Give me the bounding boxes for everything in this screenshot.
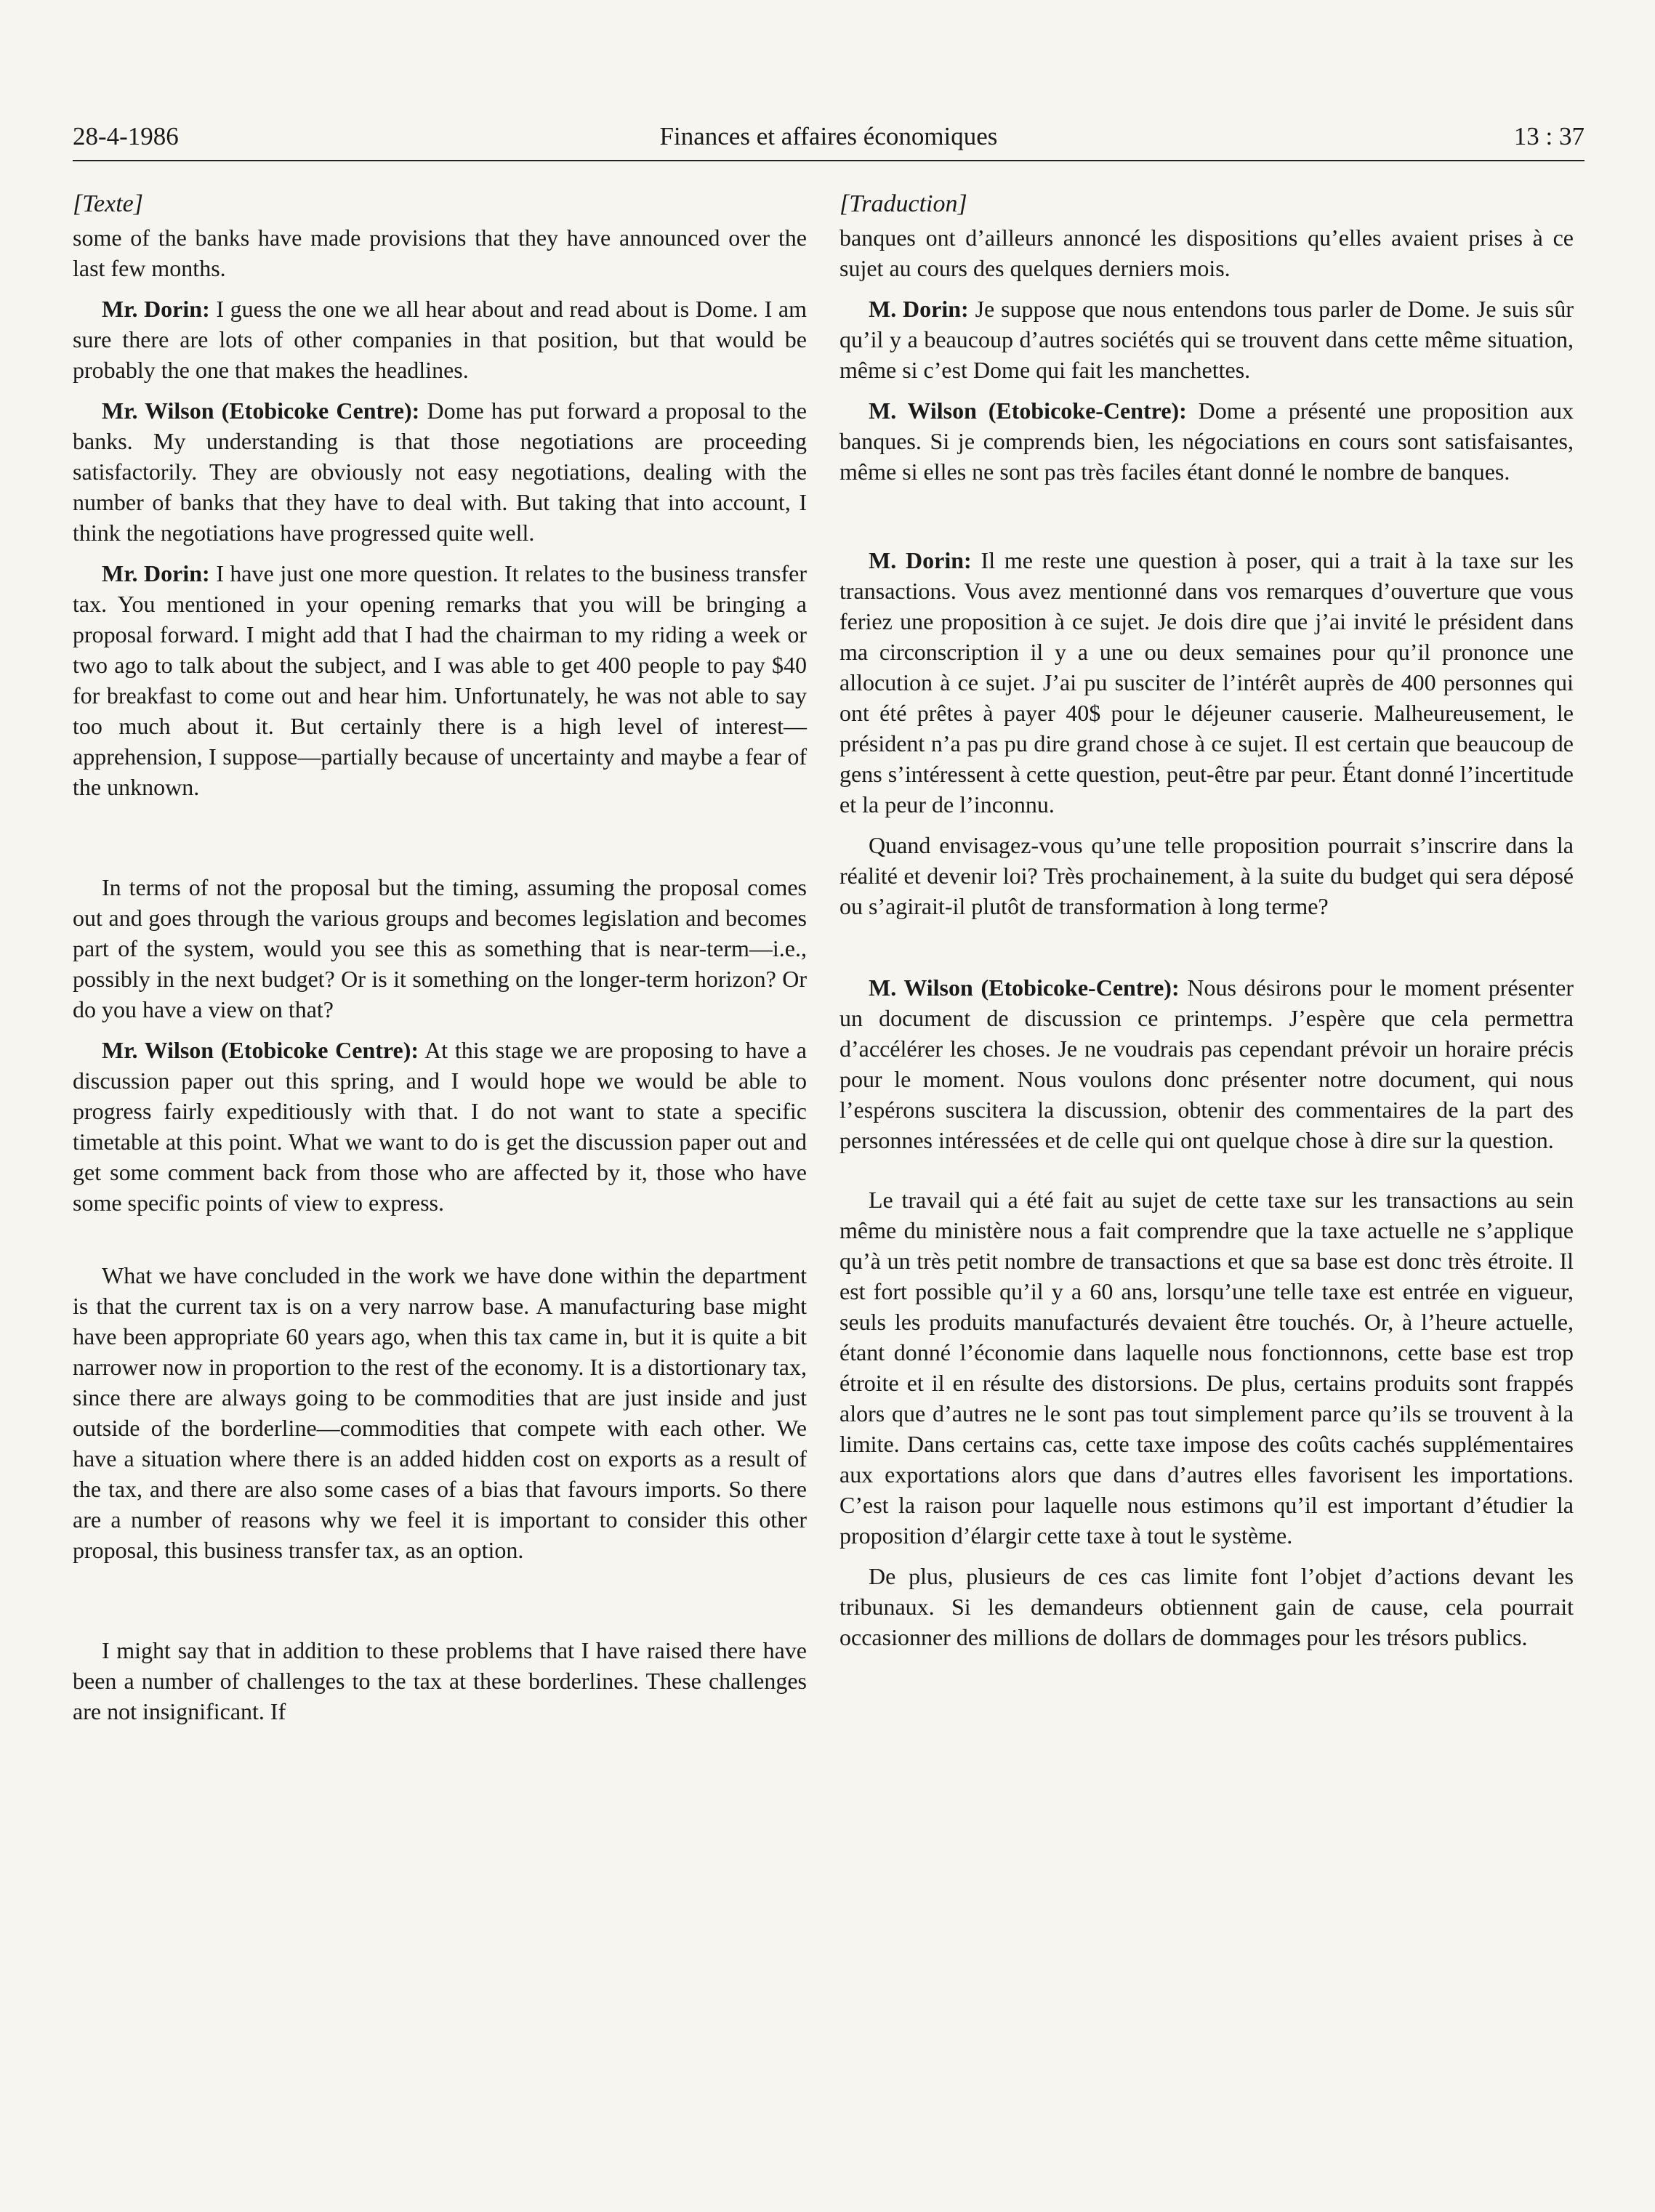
paragraph-timing-question: In terms of not the proposal but the timing, assuming the proposal comes out and goes through the various groups and becomes legislation and becomes part of the system, would you see this as something that is near-term—i.e., possibly in the next budget? Or is it something on the longer-term horizon? Or do you have a view on that? (73, 874, 807, 1022)
speech-text: Nous désirons pour le moment présenter un document de discussion ce printemps. J’espère que cela permettra d’accélérer les choses. Je ne voudrais pas cependant prévoir un horaire précis pour le moment. Nous voulons donc présenter notre document, qui nous l’espérons suscitera la discussion, obtenir des commentaires de la part des personnes intéressées et de celle qui ont quelque chose à dire sur la question. (839, 974, 1574, 1153)
paragraph-dorin-2 (839, 545, 1574, 820)
speaker-name: Mr. Dorin: (102, 560, 210, 586)
speaker-name: M. Wilson (Etobicoke-Centre): (869, 397, 1187, 424)
speech-text: I guess the one we all hear about and read about is Dome. I am sure there are lots of other companies in that position, but that would be probably the one that makes the headlines. (73, 296, 808, 383)
speaker-name: M. Dorin: (869, 547, 972, 573)
paragraph-continuation: banques ont d’ailleurs annoncé les dispositions qu’elles avaient prises à ce sujet au cours des quelques derniers mois. (839, 225, 1574, 281)
french-column (839, 189, 1574, 1663)
speech-text: At this stage we are proposing to have a discussion paper out this spring, and I would hope we would be able to progress fairly expeditiously with that. I do not want to state a specific timetable at this point. What we want to do is get the discussion paper out and get some comment back from those who are affected by it, those who have some specific points of view to express. (73, 1037, 808, 1216)
paragraph-challenges: De plus, plusieurs de ces cas limite font l’objet d’actions devant les tribunaux. Si les demandeurs obtiennent gain de cause, cela pourrait occasionner des millions de dollars de dommages pour les trésors publics. (839, 1563, 1574, 1650)
speech-text: Il me reste une question à poser, qui a trait à la taxe sur les transactions. Vous avez mentionné dans vos remarques d’ouverture que vous feriez une proposition à ce sujet. Je dois dire que j’ai invité le président dans ma circonscription il y a une ou deux semaines pour qu’il prononce une allocution à ce sujet. J’ai pu susciter de l’intérêt auprès de 400 personnes qui ont été prêtes à payer 40$ pour le déjeuner causerie. Malheureusement, le président n’a pas pu dire grand chose à ce sujet. Il est certain que beaucoup de gens s’intéressent à cette question, peut-être par peur. Étant donné l’incertitude et la peur de l’inconnu. (839, 547, 1574, 818)
speaker-name: Mr. Dorin: (102, 296, 210, 322)
paragraph-challenges: I might say that in addition to these problems that I have raised there have been a number of challenges to the tax at these borderlines. These challenges are not insignificant. If (73, 1637, 807, 1724)
speech-text: Dome has put forward a proposal to the banks. My understanding is that those negotiations are proceeding satisfactorily. They are obviously not easy negotiations, dealing with the number of banks that they have to deal with. But taking that into account, I think the negotiations have progressed quite well. (73, 397, 808, 546)
paragraph-dorin-1 (73, 294, 807, 385)
speaker-name: M. Wilson (Etobicoke-Centre): (869, 974, 1180, 1001)
speech-text: I have just one more question. It relates to the business transfer tax. You mentioned in your opening remarks that you will be bringing a proposal forward. I might add that I had the chairman to my riding a week or two ago to talk about the subject, and I was able to get 400 people to pay $40 for breakfast to come out and hear him. Unfortunately, he was not able to say too much about it. But certainly there is a high level of interest—apprehension, I suppose—partially because of uncertainty and maybe a fear of the unknown. (73, 560, 808, 800)
english-column (73, 189, 807, 1737)
speaker-name: Mr. Wilson (Etobicoke Centre): (102, 397, 420, 424)
running-header (73, 116, 1584, 161)
paragraph-dorin-2 (73, 558, 807, 802)
paragraph-wilson-2 (839, 972, 1574, 1155)
speech-text: Dome a présenté une proposition aux banques. Si je comprends bien, les négociations en cours sont satisfaisantes, même si elles ne sont pas très faciles étant donné le nombre de banques. (839, 397, 1574, 485)
paragraph-wilson-2 (73, 1035, 807, 1218)
paragraph-timing-question: Quand envisagez-vous qu’une telle proposition pourrait s’inscrire dans la réalité et devenir loi? Très prochainement, à la suite du budget qui sera déposé ou s’agirait-il plutôt de transformation à long terme? (839, 832, 1574, 919)
header-page-number: 13 : 37 (1513, 122, 1584, 150)
paragraph-wilson-1 (839, 395, 1574, 487)
paragraph-wilson-1 (73, 395, 807, 548)
column-label-traduction: [Traduction] (839, 190, 967, 217)
speech-text: Je suppose que nous entendons tous parler de Dome. Je suis sûr qu’il y a beaucoup d’autres sociétés qui se trouvent dans cette même situation, même si c’est Dome qui fait les manchettes. (839, 296, 1574, 383)
header-title: Finances et affaires économiques (659, 122, 998, 150)
column-label-texte: [Texte] (73, 190, 143, 217)
paragraph-dorin-1 (839, 294, 1574, 385)
header-date: 28-4-1986 (73, 122, 179, 150)
paragraph-department-conclusion: What we have concluded in the work we have done within the department is that the current tax is on a very narrow base. A manufacturing base might have been appropriate 60 years ago, when this tax came in, but it is quite a bit narrower now in proportion to the rest of the economy. It is a distortionary tax, since there are always going to be commodities that are just inside and just outside of the borderline—commodities that compete with each other. We have a situation where there is an added hidden cost on exports as a result of the tax, and there are also some cases of a bias that favours imports. So there are a number of reasons why we feel it is important to consider this other proposal, this business transfer tax, as an option. (73, 1262, 807, 1563)
page (73, 116, 1584, 2180)
paragraph-continuation: some of the banks have made provisions that they have announced over the last few months. (73, 225, 807, 281)
speaker-name: M. Dorin: (869, 296, 969, 322)
paragraph-department-conclusion: Le travail qui a été fait au sujet de cette taxe sur les transactions au sein même du ministère nous a fait comprendre que la taxe actuelle ne s’applique qu’à un très petit nombre de transactions et que sa base est donc très étroite. Il est fort possible qu’il y a 60 ans, lorsqu’une telle taxe est entrée en vigueur, seuls les produits manufacturés devaient être touchés. Or, à l’heure actuelle, étant donné l’économie dans laquelle nous fonctionnons, cette base est trop étroite et il en résulte des distorsions. De plus, certains produits sont frappés alors que d’autres ne le sont pas tout simplement parce qu’ils se trouvent à la limite. Dans certains cas, cette taxe impose des coûts cachés supplémentaires aux exportations alors que dans d’autres elles favorisent les importations. C’est la raison pour laquelle nous estimons qu’il est important d’étudier la proposition d’élargir cette taxe à tout le système. (839, 1187, 1574, 1549)
speaker-name: Mr. Wilson (Etobicoke Centre): (102, 1037, 419, 1063)
